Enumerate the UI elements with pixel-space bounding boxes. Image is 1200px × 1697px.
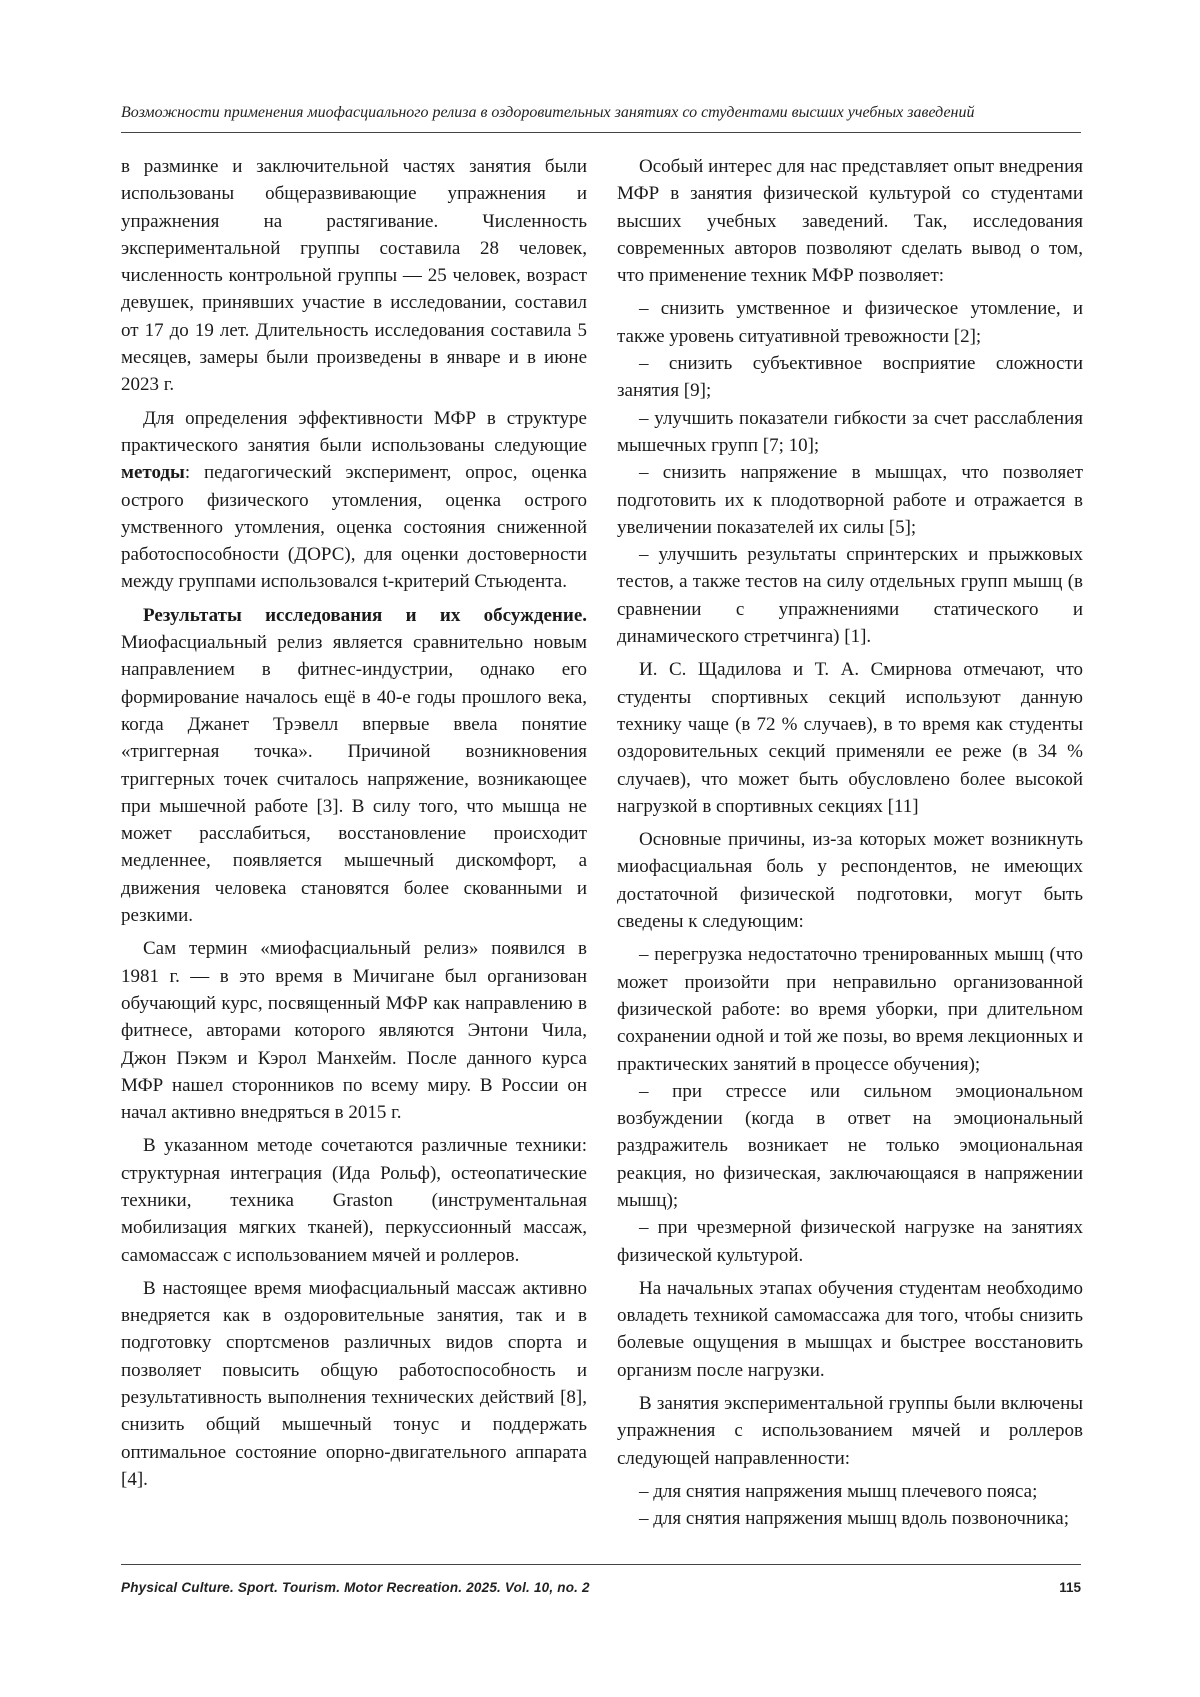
paragraph: В указанном методе сочетаются различные техники: структурная интеграция (Ида Рольф), остеопатические техники, техника Graston (инструментальная мобилизация мягких тканей), перкуссионный массаж, самомассаж с использованием мячей и роллеров. (121, 1135, 587, 1266)
list-item: – снизить умственное и физическое утомление, и также уровень ситуативной тревожности [2]; (617, 298, 1083, 347)
running-head: Возможности применения миофасциального релиза в оздоровительных занятиях со студентами высших учебных заведений (121, 104, 975, 121)
footer-journal-citation: Physical Culture. Sport. Tourism. Motor Recreation. 2025. Vol. 10, no. 2 (121, 1580, 590, 1595)
paragraph: в разминке и заключительной частях занятия были использованы общеразвивающие упражнения и упражнения на растягивание. Численность экспериментальной группы составила 28 человек, численность контрольной группы — 25 человек, возраст девушек, принявших участие в исследовании, составил от 17 до 19 лет. Длительность исследования составила 5 месяцев, замеры были произведены в январе и в июне 2023 г. (121, 156, 587, 396)
list-item: – при стрессе или сильном эмоциональном возбуждении (когда в ответ на эмоциональный раздражитель возникает не только эмоциональная реакция, но физическая, заключающаяся в напряжении мышц); (617, 1080, 1083, 1211)
paragraph: И. С. Щадилова и Т. А. Смирнова отмечают, что студенты спортивных секций используют данную технику чаще (в 72 % случаев), в то время как студенты оздоровительных секций применяли ее реже (в 34 % случаев), что может быть обусловлено более высокой нагрузкой в спортивных секциях [11] (617, 659, 1083, 817)
right-column (617, 153, 1083, 1533)
list-item: – перегрузка недостаточно тренированных мышц (что может произойти при неправильно организованной физической работе: во время уборки, при длительном сохранении одной и той же позы, во время лекционных и практических занятий в процессе обучения); (617, 944, 1083, 1075)
bold-term: методы (121, 462, 185, 484)
paragraph: Сам термин «миофасциальный релиз» появился в 1981 г. — в это время в Мичигане был организован обучающий курс, посвященный МФР как направлению в фитнесе, авторами которого являются Энтони Чила, Джон Пэкэм и Кэрол Манхейм. После данного курса МФР нашел сторонников по всему миру. В России он начал активно внедряться в 2015 г. (121, 938, 587, 1124)
text-run: Для определения эффективности МФР в структуре практического занятия были использованы следующие (121, 407, 587, 456)
header-rule (121, 132, 1081, 133)
list-item: – снизить напряжение в мышцах, что позволяет подготовить их к плодотворной работе и отражается в увеличении показателей их силы [5]; (617, 462, 1083, 538)
list-item: – снизить субъективное восприятие сложности занятия [9]; (617, 353, 1083, 402)
paragraph: Особый интерес для нас представляет опыт внедрения МФР в занятия физической культурой со студентами высших учебных заведений. Так, исследования современных авторов позволяют сделать вывод о том, что применение техник МФР позволяет: (617, 156, 1083, 287)
page-number: 115 (1059, 1580, 1081, 1595)
list-item: – улучшить результаты спринтерских и прыжковых тестов, а также тестов на силу отдельных групп мышц (в сравнении с упражнениями статического и динамического стретчинга) [1]. (617, 544, 1083, 648)
paragraph: В настоящее время миофасциальный массаж активно внедряется как в оздоровительные занятия, так и в подготовку спортсменов различных видов спорта и позволяет повысить общую работоспособность и результативность выполнения технических действий [8], снизить общий мышечный тонус и поддержать оптимальное состояние опорно-двигательного аппарата [4]. (121, 1277, 587, 1490)
paragraph: В занятия экспериментальной группы были включены упражнения с использованием мячей и роллеров следующей направленности: (617, 1393, 1083, 1469)
list-item: – для снятия напряжения мышц вдоль позвоночника; (639, 1508, 1069, 1530)
list-item: – для снятия напряжения мышц плечевого пояса; (639, 1480, 1038, 1502)
left-column (121, 153, 587, 1499)
list-item: – при чрезмерной физической нагрузке на занятиях физической культурой. (617, 1217, 1083, 1266)
footer-rule (121, 1564, 1081, 1565)
paragraph: Основные причины, из-за которых может возникнуть миофасциальная боль у респондентов, не имеющих достаточной физической подготовки, могут быть сведены к следующим: (617, 829, 1083, 933)
text-run: Миофасциальный релиз является сравнительно новым направлением в фитнес-индустрии, однако его формирование началось ещё в 40-е годы прошлого века, когда Джанет Трэвелл впервые ввела понятие «триггерная точка». Причиной возникновения триггерных точек считалось напряжение, возникающее при мышечной работе [3]. В силу того, что мышца не может расслабиться, восстановление происходит медленнее, появляется мышечный дискомфорт, а движения человека становятся более скованными и резкими. (121, 632, 587, 927)
paragraph: На начальных этапах обучения студентам необходимо овладеть техникой самомассажа для того, чтобы снизить болевые ощущения в мышцах и быстрее восстановить организм после нагрузки. (617, 1277, 1083, 1381)
section-heading: Результаты исследования и их обсуждение. (143, 604, 587, 626)
list-item: – улучшить показатели гибкости за счет расслабления мышечных групп [7; 10]; (617, 407, 1083, 456)
paragraph-results (121, 602, 587, 930)
text-run: : педагогический эксперимент, опрос, оценка острого физического утомления, оценка острого умственного утомления, оценка состояния сниженной работоспособности (ДОРС), для оценки достоверности между группами использовался t-критерий Стьюдента. (121, 462, 587, 593)
paragraph-methods (121, 405, 587, 596)
